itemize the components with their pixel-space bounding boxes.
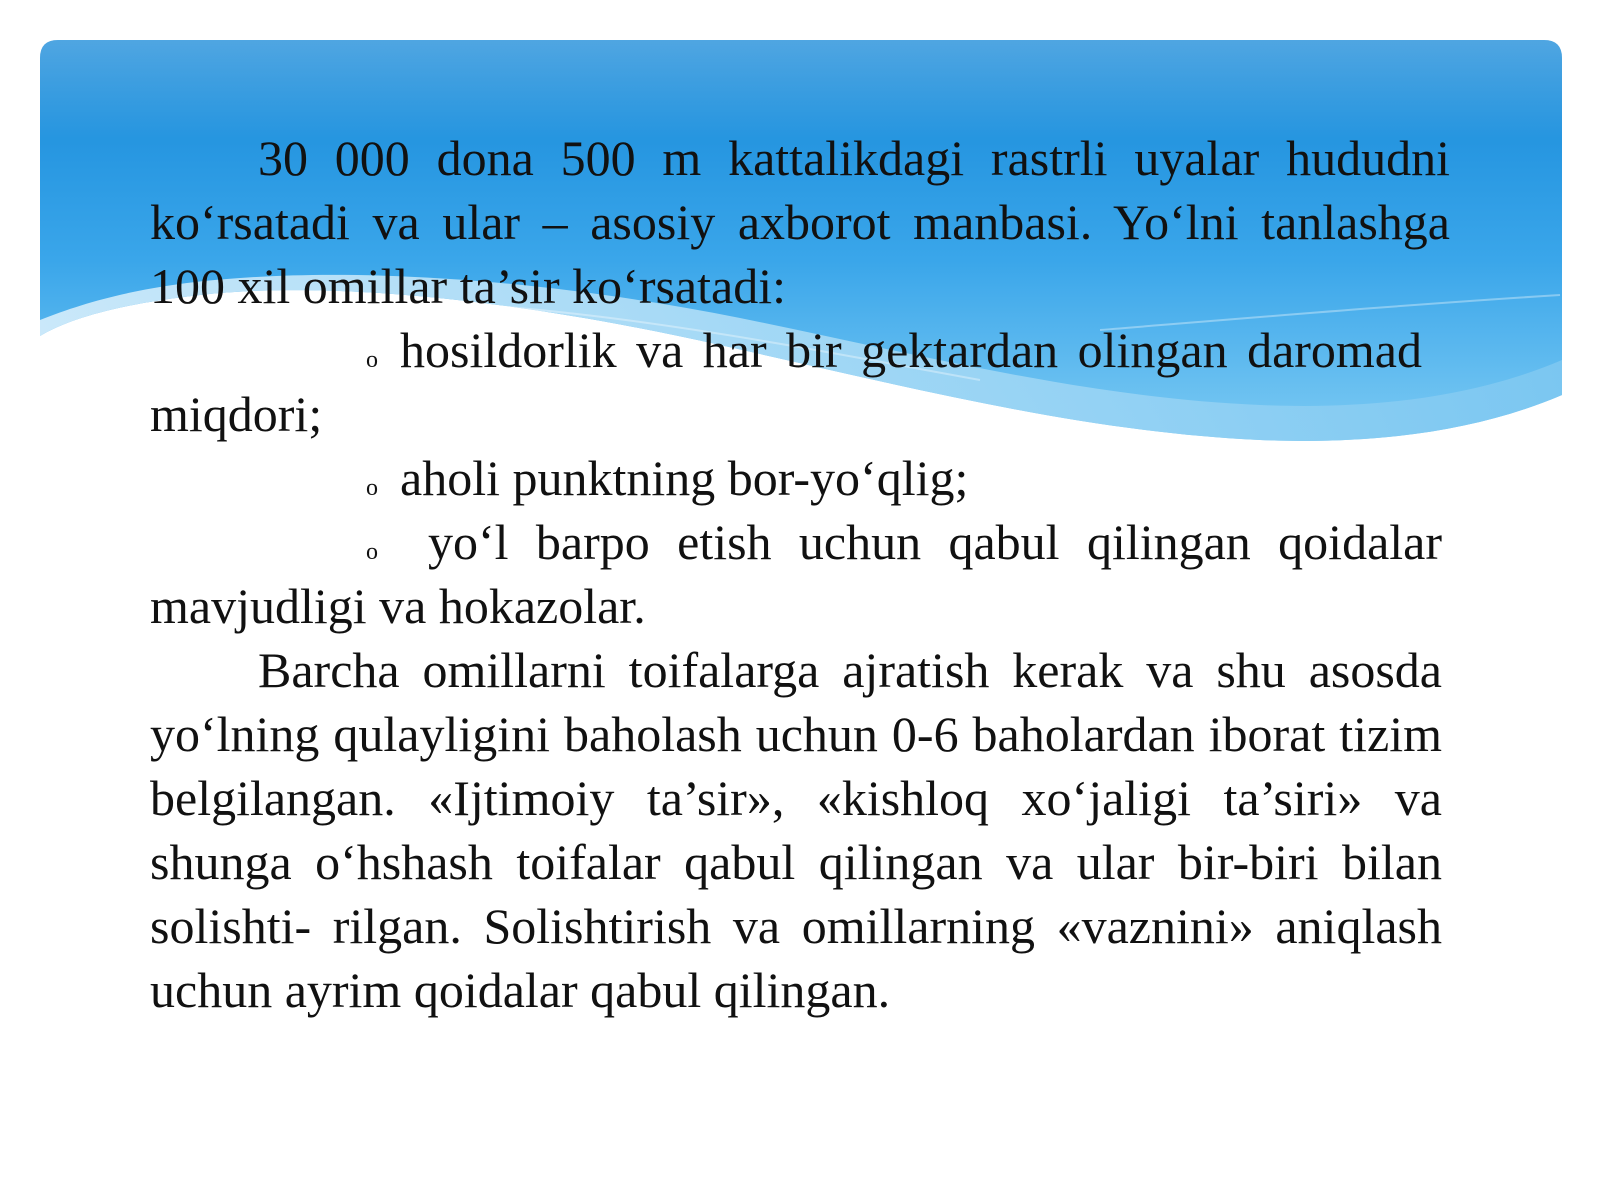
conclusion-paragraph: Barcha omillarni toifalarga ajratish kerak va shu asosda yo‘lning qulayligini baholash uchun 0-6 baholardan iborat tizim belgilangan. «Ijtimoiy ta’sir», «kishloq xo‘jaligi ta’siri» va shunga o‘hshash toifalar qabul qilingan va ular bir-biri bilan solishti- rilgan. Solishtirish va omillarning «vaznini» aniqlash uchun ayrim qoidalar qabul qilingan.	[150, 642, 1442, 1018]
bullet-text: yo‘l barpo etish uchun qabul qilingan qoidalar mavjudligi va hokazolar.	[150, 514, 1442, 634]
bullet-marker: o	[366, 347, 378, 373]
bullet-marker: o	[366, 539, 378, 565]
bullet-text: aholi punktning bor-yo‘qlig;	[400, 450, 969, 506]
bullet-item-2	[150, 446, 1450, 510]
bullet-item-1	[150, 318, 1422, 446]
intro-paragraph: 30 000 dona 500 m kattalikdagi rastrli uyalar hududni ko‘rsatadi va ular – asosiy axborot manbasi. Yo‘lni tanlashga 100 xil omillar ta’sir ko‘rsatadi:	[150, 130, 1450, 314]
bullet-text: hosildorlik va har bir gektardan olingan daromad miqdori;	[150, 322, 1422, 442]
bullet-item-3	[150, 510, 1442, 638]
top-highlight-shape	[40, 40, 1562, 140]
slide-body	[150, 126, 1450, 1022]
bullet-marker: o	[366, 475, 378, 501]
